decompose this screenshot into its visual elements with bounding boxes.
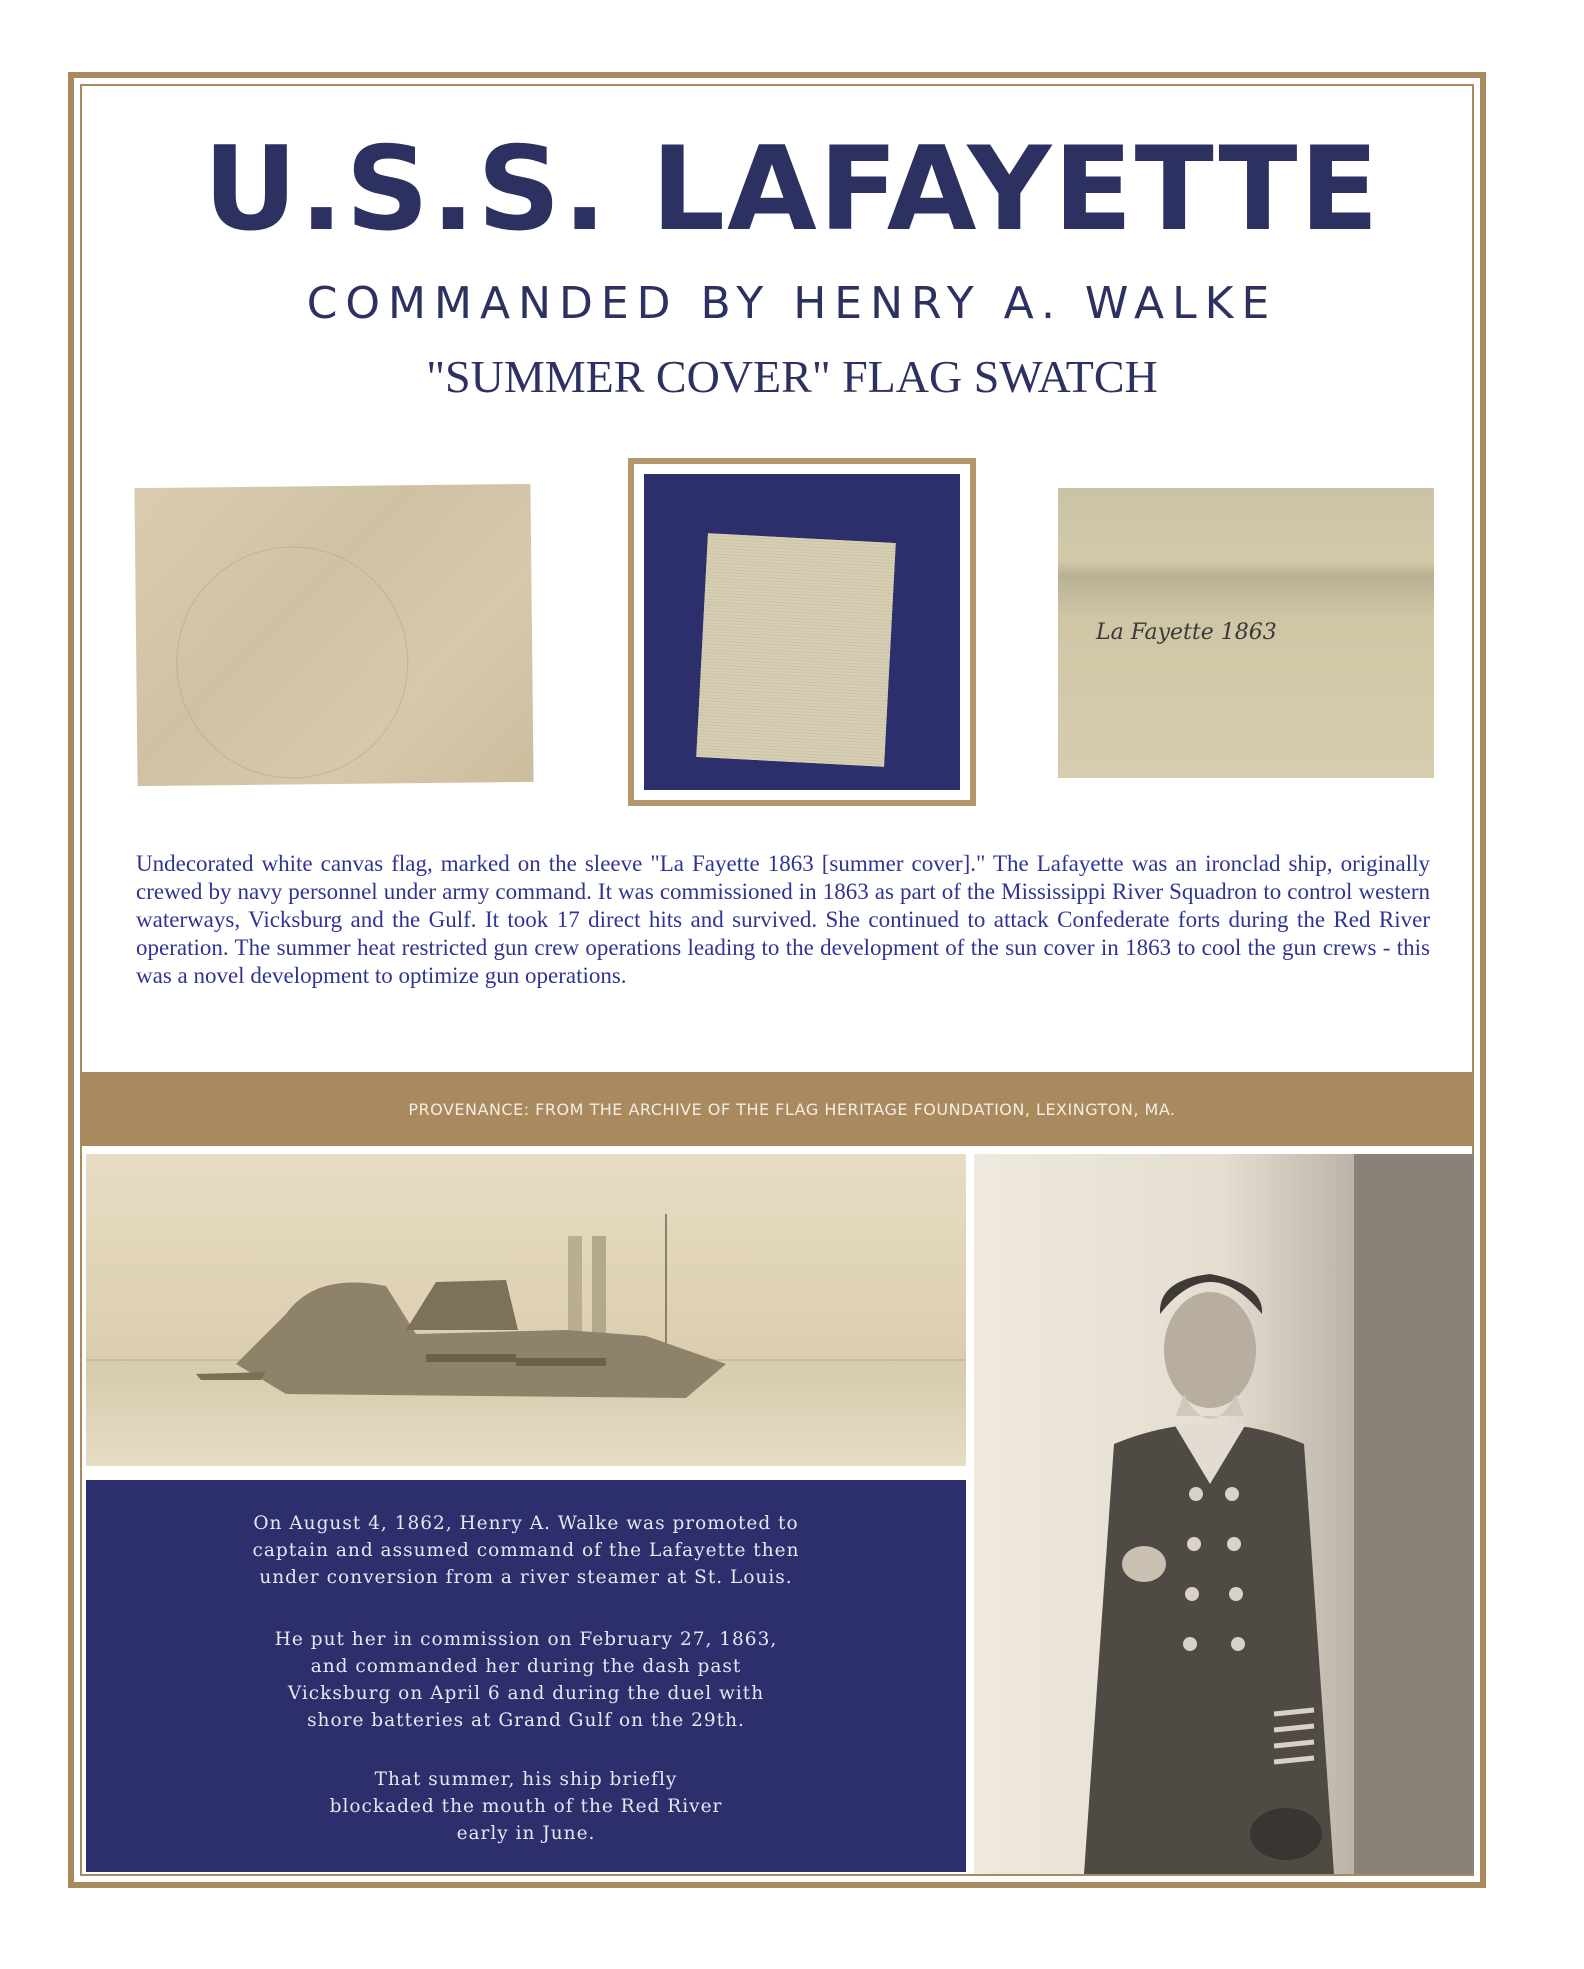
swatch-mat [634,464,970,800]
provenance-text: PROVENANCE: FROM THE ARCHIVE OF THE FLAG HERITAGE FOUNDATION, LEXINGTON, MA. [408,1100,1176,1119]
full-flag-photo [134,484,533,786]
bio-paragraph-3: That summer, his ship briefly blockaded the mouth of the Red River early in June. [329,1769,723,1844]
swatch-frame [628,458,976,806]
ironclad-ship-photo [86,1154,966,1466]
commander-subtitle: COMMANDED BY HENRY A. WALKE [306,278,1278,329]
ironclad-ship-illustration [86,1154,966,1466]
swatch-background [644,474,960,790]
page-title: U.S.S. LAFAYETTE [203,122,1381,257]
portrait-illustration [974,1154,1474,1874]
henry-walke-portrait [974,1154,1474,1874]
bio-paragraph-1: On August 4, 1862, Henry A. Walke was promoted to captain and assumed command of the Lafayette then under conversion from a river steamer at St. Louis. [252,1513,800,1588]
flag-swatch [696,533,895,767]
swatch-subtitle: "SUMMER COVER" FLAG SWATCH [426,351,1158,402]
flag-description: Undecorated white canvas flag, marked on the sleeve "La Fayette 1863 [summer cover]." The Lafayette was an ironclad ship, originally crewed by navy personnel under army command. It was commissioned in 1863 as part of the Mississippi River Squadron to control western waterways, Vicksburg and the Gulf. It took 17 direct hits and survived. She continued to attack Confederate forts during the Red River operation. The summer heat restricted gun crew operations leading to the development of the sun cover in 1863 to cool the gun crews - this was a novel development to optimize gun operations. [136,851,1430,988]
bio-paragraph-2: He put her in commission on February 27, 1863, and commanded her during the dash past Vicksburg on April 6 and during the duel with shore batteries at Grand Gulf on the 29th. [274,1629,778,1731]
sleeve-inscription: La Fayette 1863 [1096,620,1277,645]
